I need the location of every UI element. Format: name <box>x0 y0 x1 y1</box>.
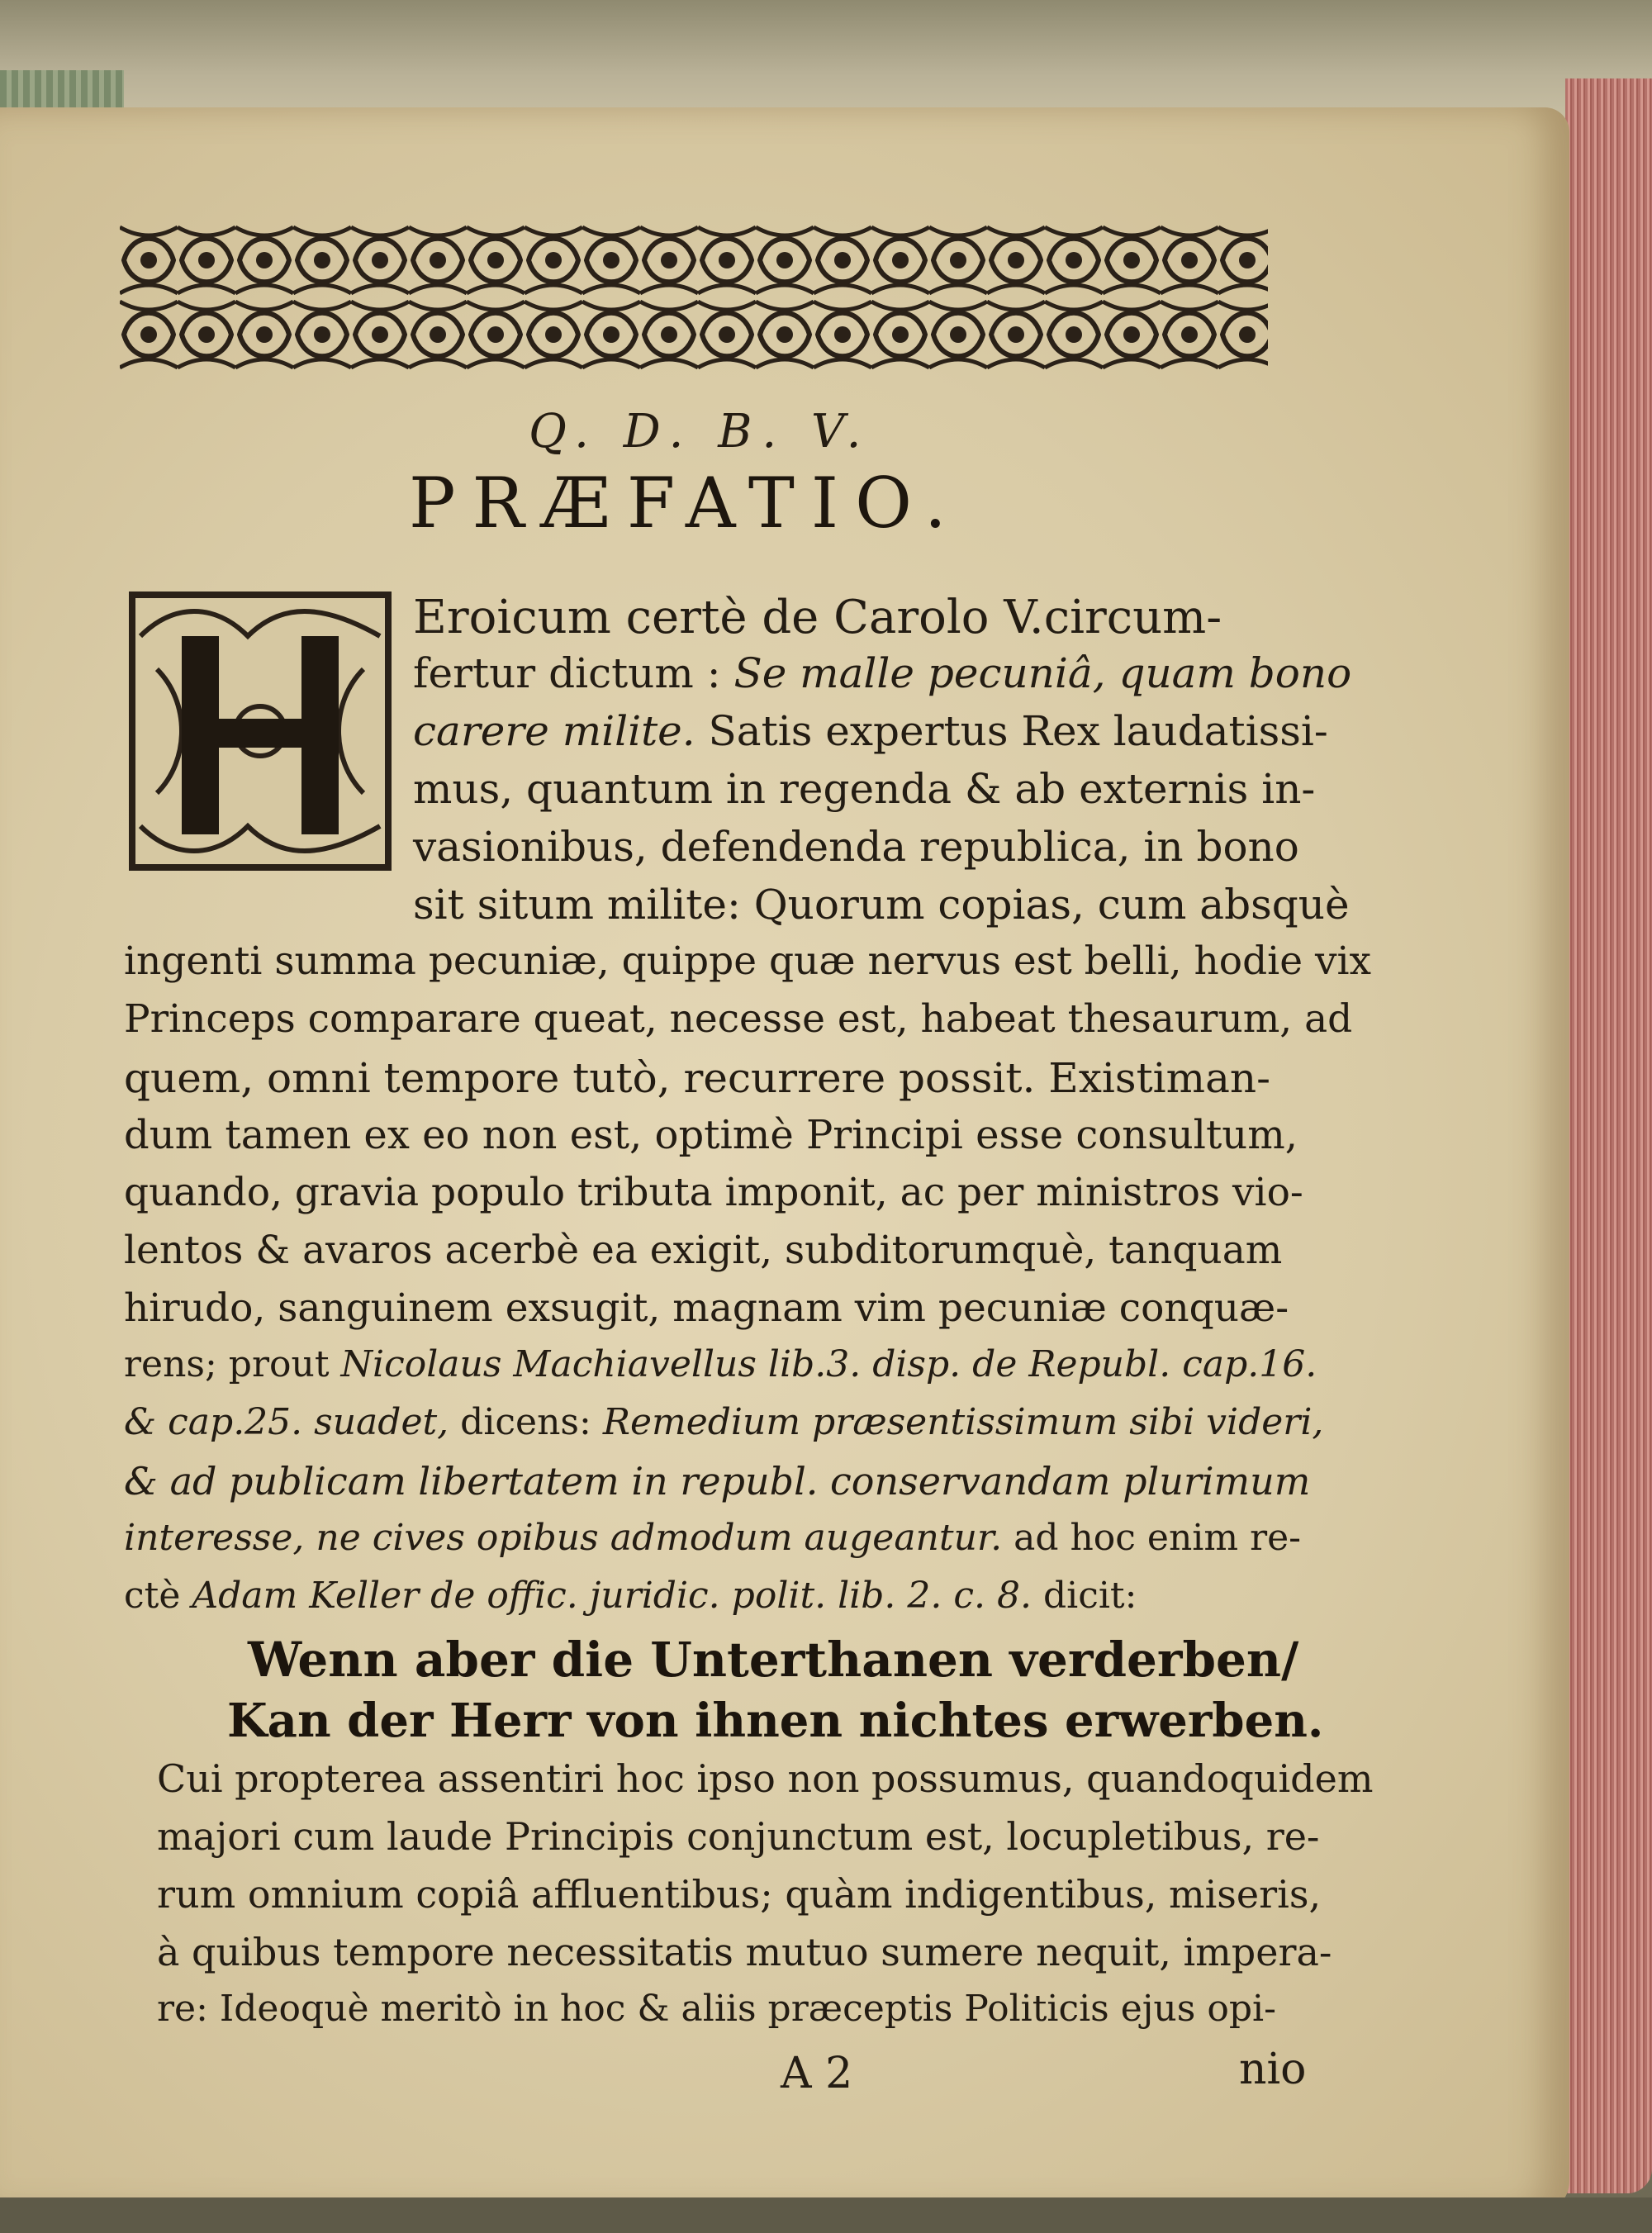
text-line-2-roman: fertur dictum : <box>413 649 734 697</box>
text-line-4: mus, quantum in regenda & ab externis in- <box>413 765 1316 813</box>
text-line-14 <box>124 1343 1317 1385</box>
text-line-14-citation: Nicolaus Machiavellus lib.3. disp. de Republ. cap.16. <box>340 1343 1317 1385</box>
text-line-15-citation: & cap.25. suadet, <box>124 1401 449 1443</box>
text-line-13: hirudo, sanguinem exsugit, magnam vim pecuniæ conquæ- <box>124 1285 1289 1331</box>
text-line-10: dum tamen ex eo non est, optimè Principi esse consultum, <box>124 1112 1298 1158</box>
text-line-18-roman-end: dicit: <box>1031 1575 1137 1617</box>
text-line-7: ingenti summa pecuniæ, quippe quæ nervus est belli, hodie vix <box>124 938 1372 984</box>
text-line-21: rum omnium copiâ affluentibus; quàm indigentibus, miseris, <box>157 1872 1322 1917</box>
text-line-1: Eroicum certè de Carolo V.circum- <box>413 591 1222 644</box>
verse-line-1: Wenn aber die Unterthanen verderben/ <box>248 1632 1299 1688</box>
text-line-5: vasionibus, defendenda republica, in bono <box>413 823 1299 871</box>
page-fore-edge <box>1565 78 1652 2193</box>
text-line-18-citation: Adam Keller de offic. juridic. polit. lib. 2. c. 8. <box>192 1575 1032 1617</box>
text-line-17-roman: ad hoc enim re- <box>1002 1517 1302 1559</box>
text-line-6: sit situm milite: Quorum copias, cum absquè <box>413 881 1350 929</box>
text-line-12: lentos & avaros acerbè ea exigit, subditorumquè, tanquam <box>124 1228 1283 1273</box>
text-line-17-quote: interesse, ne cives opibus admodum augeantur. <box>124 1517 1003 1559</box>
text-line-15-roman: dicens: <box>449 1401 603 1443</box>
drop-cap-h-icon <box>124 587 396 876</box>
text-line-15-quote: Remedium præsentissimum sibi videri, <box>602 1401 1324 1443</box>
text-line-19: Cui propterea assentiri hoc ipso non possumus, quandoquidem <box>157 1756 1374 1801</box>
text-line-18-roman: ctè <box>124 1575 192 1617</box>
verse-line-2: Kan der Herr von ihnen nichtes erwerben. <box>227 1694 1324 1748</box>
text-line-3-quote: carere milite. <box>413 707 695 755</box>
text-line-15 <box>124 1401 1324 1443</box>
text-line-23: re: Ideoquè meritò in hoc & aliis præceptis Politicis ejus opi- <box>157 1988 1276 2030</box>
text-line-3-roman: Satis expertus Rex laudatissi- <box>695 707 1328 755</box>
text-line-3 <box>413 707 1328 755</box>
page-bottom-shadow <box>0 2197 1652 2233</box>
text-line-18 <box>124 1575 1137 1617</box>
text-line-11: quando, gravia populo tributa imponit, ac per ministros vio- <box>124 1170 1303 1215</box>
text-line-14-roman: rens; prout <box>124 1343 341 1385</box>
headpiece-ornament <box>120 223 1268 372</box>
text-line-2-quote: Se malle pecuniâ, quam bono <box>733 649 1352 697</box>
text-line-9: quem, omni tempore tutò, recurrere possit. Existiman- <box>124 1054 1270 1102</box>
text-line-17 <box>124 1517 1302 1559</box>
text-line-2 <box>413 649 1352 697</box>
text-line-22: à quibus tempore necessitatis mutuo sumere nequit, impera- <box>157 1930 1332 1974</box>
page-title: PRÆFATIO. <box>409 463 963 544</box>
catchword: nio <box>1239 2045 1307 2094</box>
page-top-edge <box>0 0 1652 124</box>
page-initials: Q. D. B. V. <box>529 405 871 458</box>
text-line-20: majori cum laude Principis conjunctum est, locupletibus, re- <box>157 1814 1320 1859</box>
signature-mark: A 2 <box>781 2049 853 2098</box>
text-line-16: & ad publicam libertatem in republ. conservandam plurimum <box>124 1459 1311 1504</box>
text-line-8: Princeps comparare queat, necesse est, habeat thesaurum, ad <box>124 996 1353 1042</box>
